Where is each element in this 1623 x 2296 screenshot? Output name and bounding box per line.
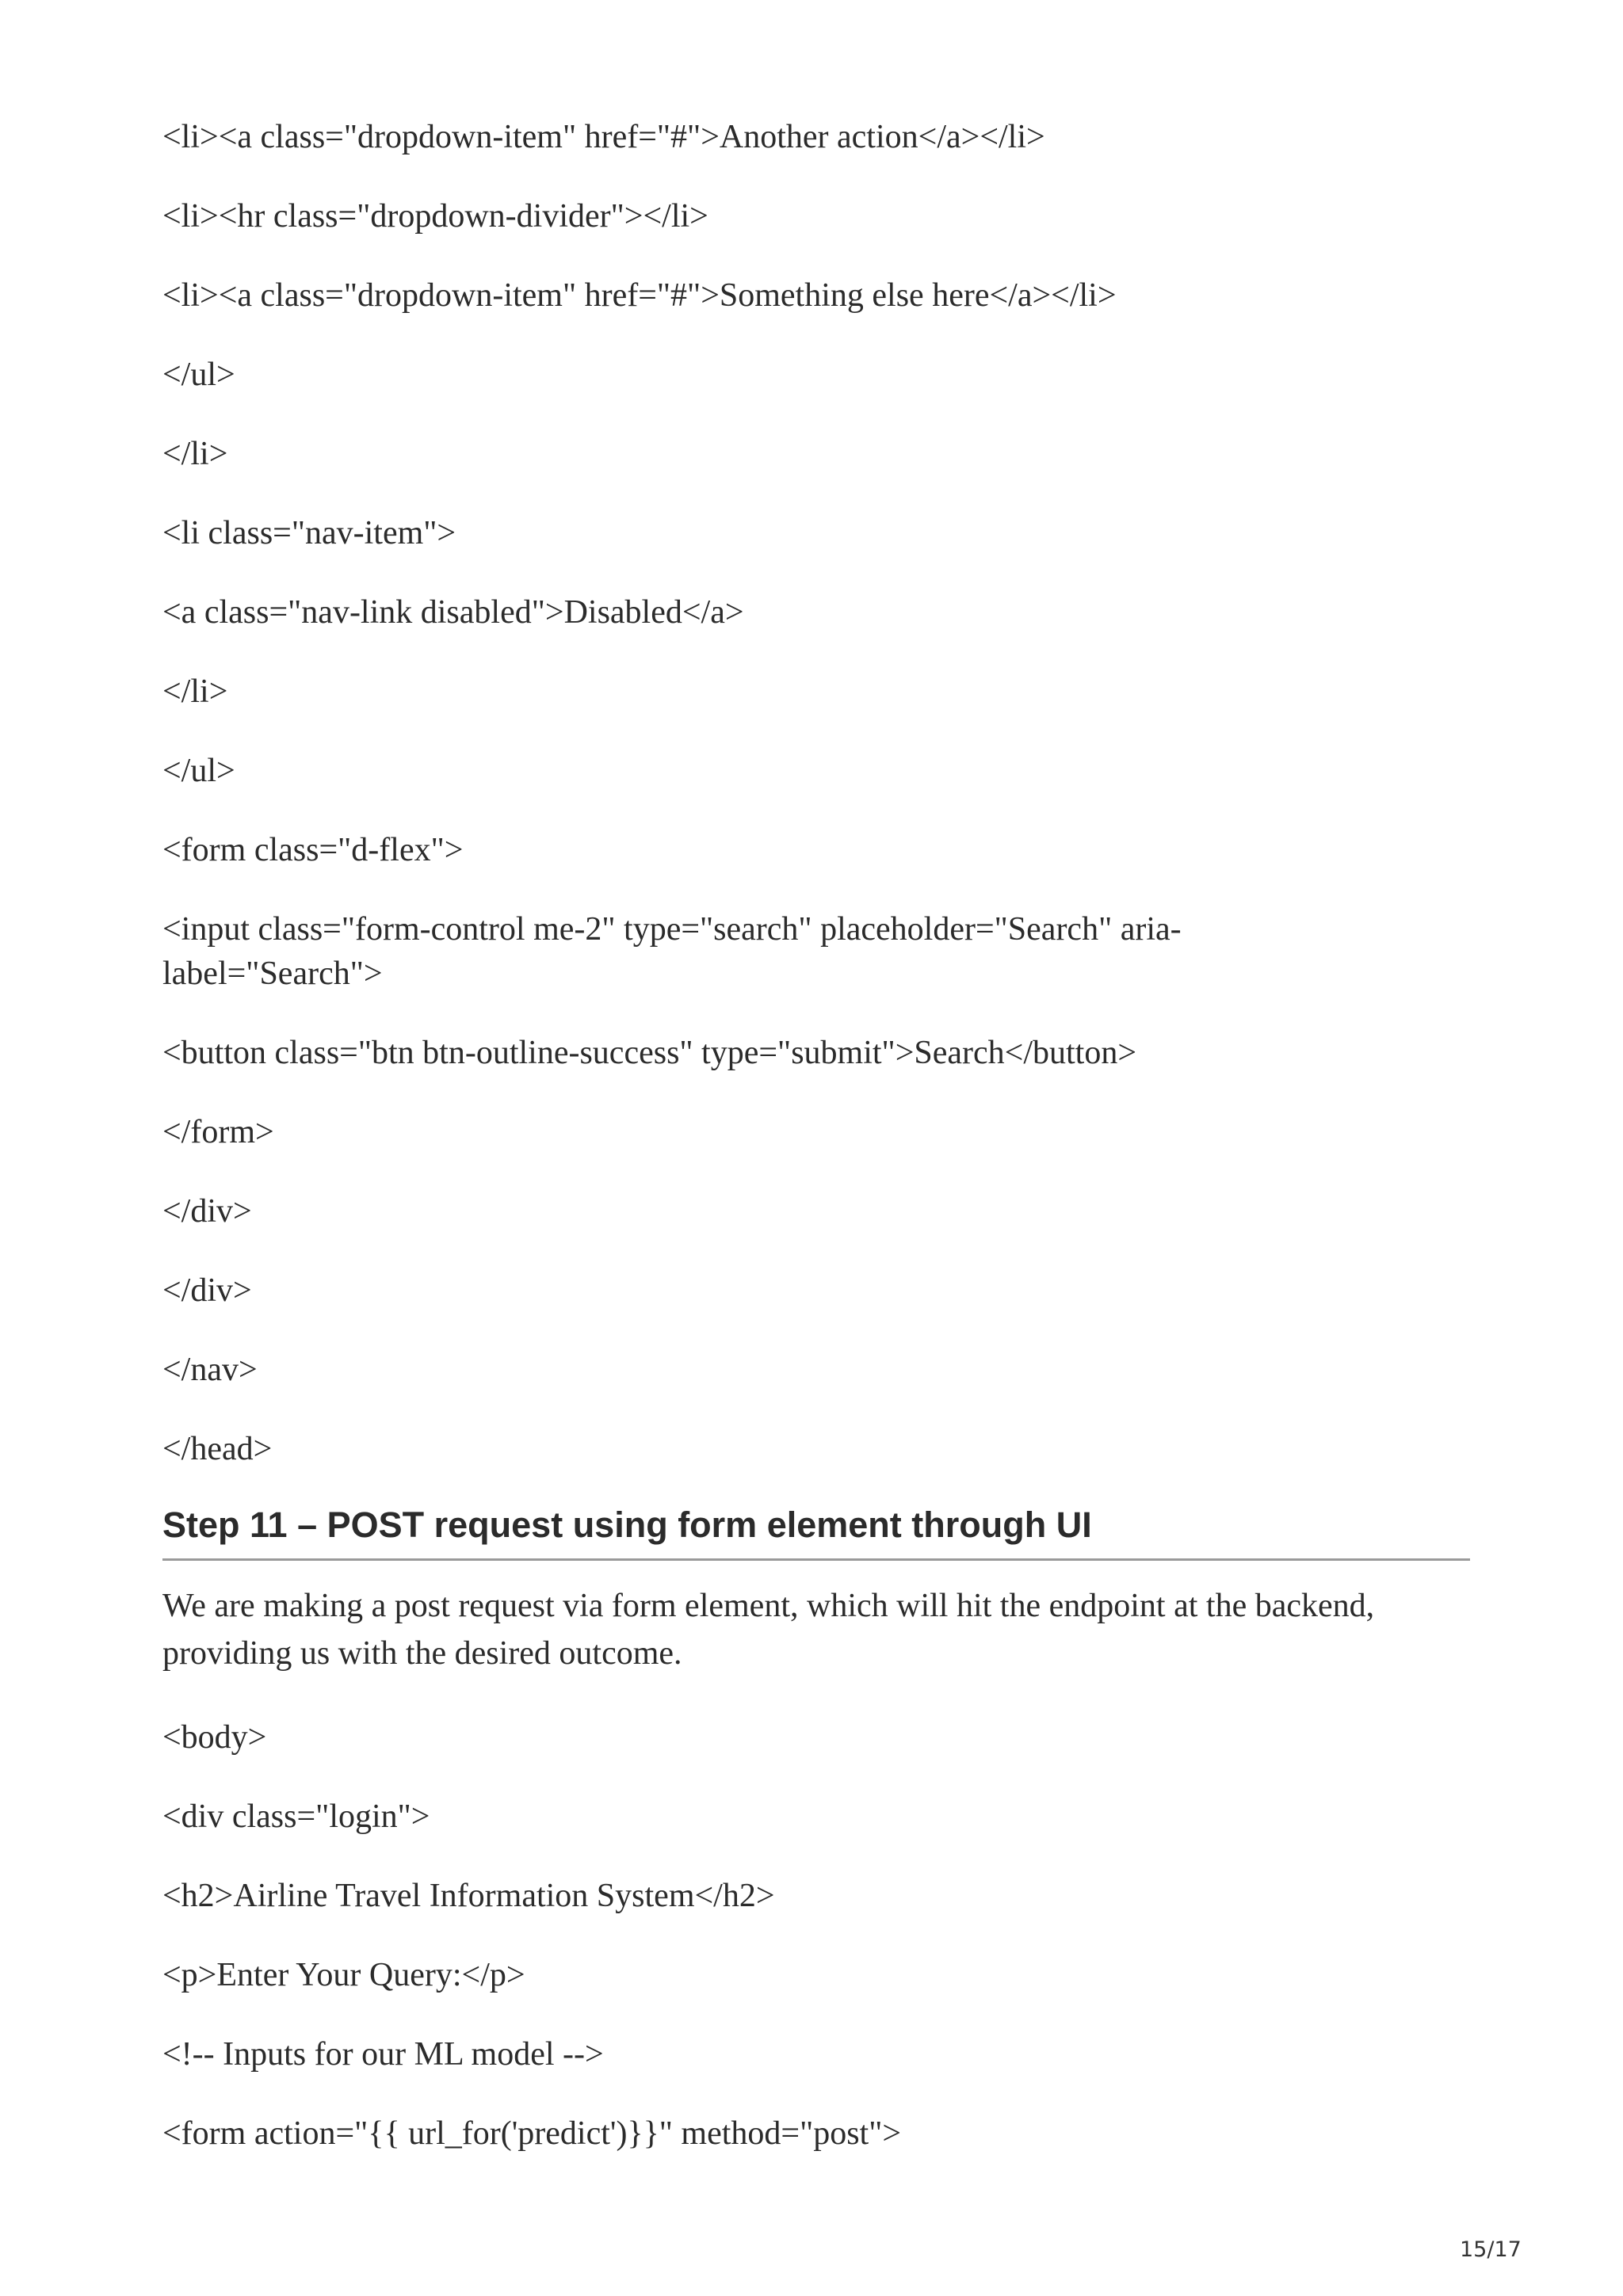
code-line: </li> xyxy=(162,436,228,472)
code-line: <h2>Airline Travel Information System</h2> xyxy=(162,1878,775,1914)
code-line: <p>Enter Your Query:</p> xyxy=(162,1957,525,1993)
code-line: </nav> xyxy=(162,1352,258,1388)
code-line: <li><a class="dropdown-item" href="#">Another action</a></li> xyxy=(162,119,1045,155)
code-line: </ul> xyxy=(162,753,235,789)
code-line: <form class="d-flex"> xyxy=(162,832,464,868)
page-number: 15/17 xyxy=(1460,2237,1522,2262)
code-line: <a class="nav-link disabled">Disabled</a> xyxy=(162,594,744,631)
code-line: <li><hr class="dropdown-divider"></li> xyxy=(162,198,708,235)
code-line: </head> xyxy=(162,1431,273,1467)
code-line: <!-- Inputs for our ML model --> xyxy=(162,2036,604,2073)
code-line: </div> xyxy=(162,1193,252,1230)
code-line: <form action="{{ url_for('predict')}}" method="post"> xyxy=(162,2115,902,2152)
code-line: <button class="btn btn-outline-success" type="submit">Search</button> xyxy=(162,1035,1137,1071)
code-line: </form> xyxy=(162,1114,274,1150)
code-line: <div class="login"> xyxy=(162,1798,430,1835)
code-line: </ul> xyxy=(162,357,235,393)
code-line: <li><a class="dropdown-item" href="#">Something else here</a></li> xyxy=(162,277,1117,314)
code-line: <li class="nav-item"> xyxy=(162,515,456,551)
code-line: <input class="form-control me-2" type="search" placeholder="Search" aria-label="Search"> xyxy=(162,911,1182,992)
code-line: </li> xyxy=(162,673,228,710)
section-paragraph: We are making a post request via form element, which will hit the endpoint at the backend, providing us with the desired outcome. xyxy=(162,1588,1375,1672)
code-line: <body> xyxy=(162,1719,267,1756)
section-heading: Step 11 – POST request using form element through UI xyxy=(162,1501,1470,1561)
code-line: </div> xyxy=(162,1272,252,1309)
